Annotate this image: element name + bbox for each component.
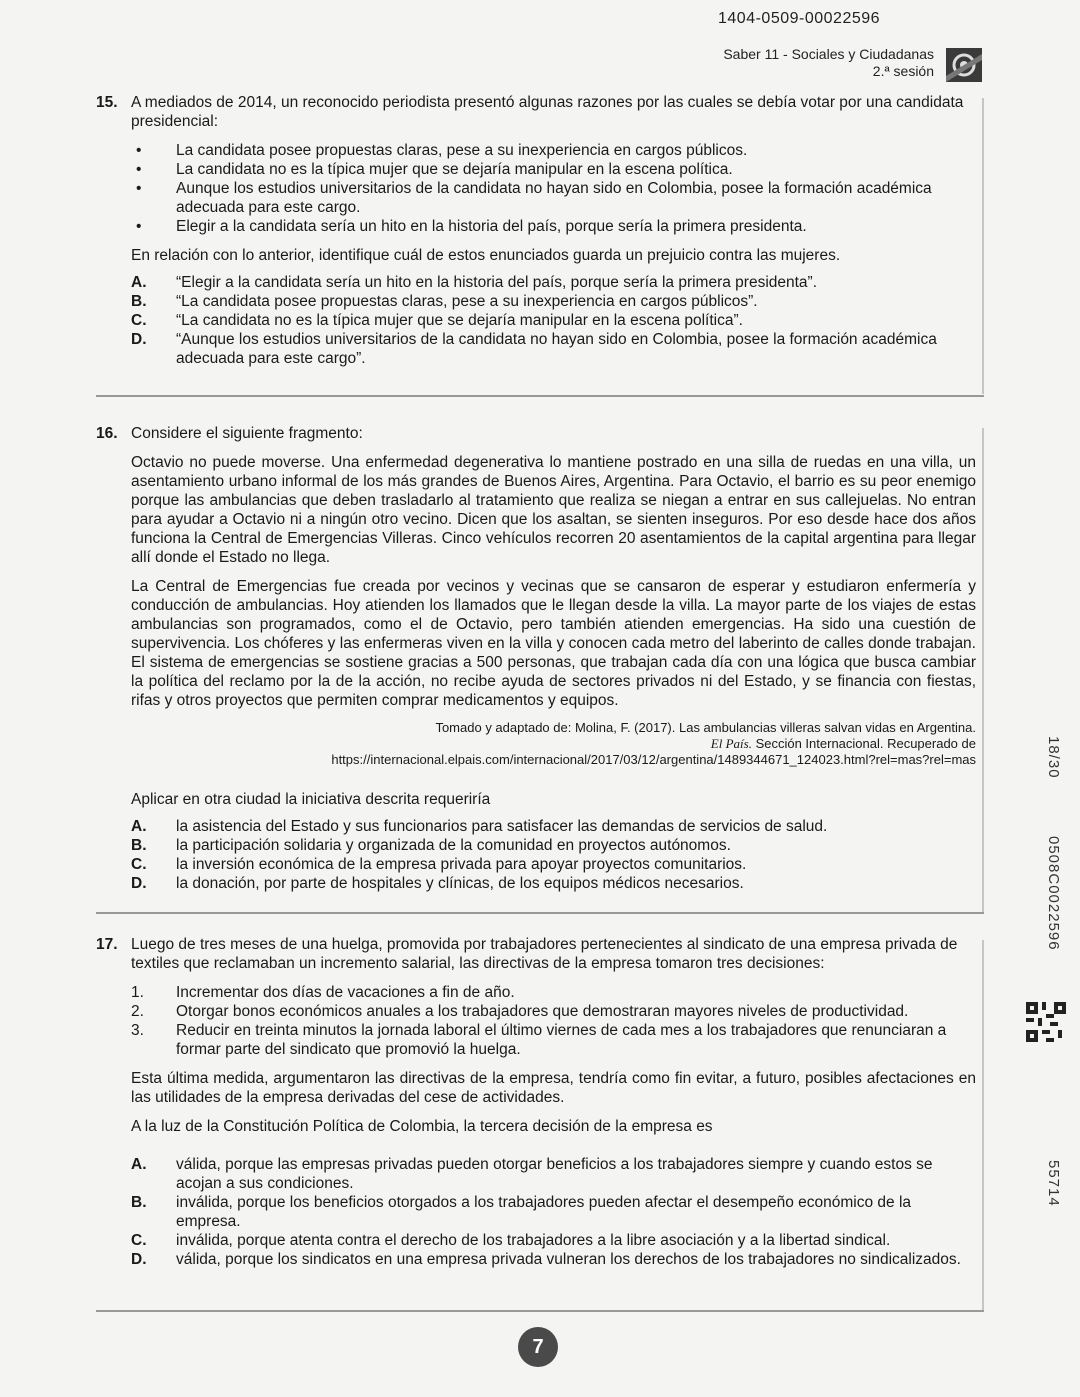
option-a[interactable]: A. la asistencia del Estado y sus funcionarios para satisfacer las demandas de servicios de salud. <box>131 818 828 835</box>
option-c[interactable]: C. inválida, porque atenta contra el derecho de los trabajadores a la libre asociación y a la libertad sindical. <box>131 1232 891 1249</box>
question-divider <box>96 1310 984 1312</box>
page-of-total: 18/30 <box>1045 736 1062 779</box>
option-d[interactable]: D. válida, porque los sindicatos en una empresa privada vulneran los derechos de los trabajadores no sindicalizados. <box>131 1251 961 1268</box>
answer-options <box>131 817 976 893</box>
context-paragraph: Esta última medida, argumentaron las directivas de la empresa, tendría como fin evitar, a futuro, posibles afectaciones en las utilidades de la empresa derivadas del cese de actividades. <box>131 1070 976 1106</box>
question-frame <box>982 428 984 912</box>
question-divider <box>96 912 984 914</box>
option-c[interactable]: C. “La candidata no es la típica mujer que se dejaría manipular en la escena política”. <box>131 312 743 329</box>
question-number: 16. <box>96 425 118 442</box>
list-item: 2. Otorgar bonos económicos anuales a los trabajadores que demostraran mayores niveles de productividad. <box>131 1003 909 1020</box>
answer-options <box>131 273 976 368</box>
option-b[interactable]: B. la participación solidaria y organizada de la comunidad en proyectos autónomos. <box>131 837 731 854</box>
source-citation: Tomado y adaptado de: Molina, F. (2017). Las ambulancias villeras salvan vidas en Argentina. El País. Sección Internacional. Recuperado de https://internacional.elpais.com/internacional/2017/03/12/argentina/1489344671_124023.html?rel=mas?rel=mas <box>131 720 976 768</box>
question-intro: A mediados de 2014, un reconocido periodista presentó algunas razones por las cuales se debía votar por una candidata presidencial: <box>131 94 964 130</box>
answer-options <box>131 1155 976 1269</box>
list-item: • La candidata posee propuestas claras, pese a su inexperiencia en cargos públicos. <box>131 141 976 160</box>
fragment-paragraph: Octavio no puede moverse. Una enfermedad degenerativa lo mantiene postrado en una silla de ruedas en una villa, un asentamiento urbano informal de los más grandes de Buenos Aires, Argentina. Para Octavio, el barrio es su peor enemigo porque las ambulancias que deben trasladarlo al tratamiento que realiza se niegan a entrar en sus callejuelas. No entran para ayudar a Octavio ni a ningún otro vecino. Dicen que los asaltan, se sienten inseguros. Por eso desde hace dos años funciona la Central de Emergencias Villeras. Cinco vehículos recorren 20 asentamientos de la capital argentina para llegar allí donde el Estado no llega. <box>131 454 976 566</box>
page-number-badge: 7 <box>518 1327 558 1367</box>
option-b[interactable]: B. “La candidata posee propuestas claras, pese a su inexperiencia en cargos públicos”. <box>131 293 758 310</box>
fragment-paragraph: La Central de Emergencias fue creada por vecinos y vecinas que se cansaron de esperar y estudiaron enfermería y conducción de ambulancias. Hoy atienden los llamados que le llegan desde la villa. La mayor parte de los viajes de estas ambulancias son programados, como el de Octavio, pero también atienden emergencias. Ha sido una cuestión de supervivencia. Los chóferes y las enfermeras viven en la villa y conocen cada metro del laberinto de calles donde trabajan. El sistema de emergencias se sostiene gracias a 500 personas, que trabajan cada día con una lógica que busca cambiar la política del reclamo por la de la acción, no recibe ayuda de sectores privados ni del Estado, y se financia con fiestas, rifas y otros proyectos que permiten comprar medicamentos y equipos. <box>131 578 976 709</box>
question-stem: A la luz de la Constitución Política de Colombia, la tercera decisión de la empresa es <box>131 1118 713 1135</box>
question-17 <box>96 935 976 1269</box>
question-number: 17. <box>96 936 118 953</box>
question-divider <box>96 395 984 397</box>
question-intro: Considere el siguiente fragmento: <box>131 425 363 442</box>
decisions-list <box>131 983 976 1059</box>
question-stem: Aplicar en otra ciudad la iniciativa descrita requeriría <box>131 791 491 808</box>
exam-subject: Saber 11 - Sociales y Ciudadanas <box>723 46 934 62</box>
question-number: 15. <box>96 94 118 111</box>
form-number: 55714 <box>1045 1160 1062 1207</box>
list-item: 1. Incrementar dos días de vacaciones a fin de año. <box>131 984 515 1001</box>
list-item: • Aunque los estudios universitarios de la candidata no hayan sido en Colombia, posee la formación académica adecuada para este cargo. <box>131 179 976 217</box>
qr-code-icon <box>1026 1002 1066 1042</box>
exam-session: 2.ª sesión <box>872 63 934 79</box>
booklet-code: 0508C0022596 <box>1045 836 1062 951</box>
icfes-logo-icon <box>944 46 984 84</box>
source-journal: El País. <box>710 736 752 751</box>
option-c[interactable]: C. la inversión económica de la empresa privada para apoyar proyectos comunitarios. <box>131 856 747 873</box>
question-frame <box>982 98 984 394</box>
list-item: 3. Reducir en treinta minutos la jornada laboral el último viernes de cada mes a los trabajadores que renunciaran a formar parte del sindicato que promovió la huelga. <box>131 1022 947 1058</box>
source-url: https://internacional.elpais.com/internacional/2017/03/12/argentina/1489344671_124023.html?rel=mas?rel=mas <box>331 752 976 767</box>
list-item: • Elegir a la candidata sería un hito en la historia del país, porque sería la primera presidenta. <box>131 217 976 236</box>
question-16 <box>96 424 976 893</box>
question-intro: Luego de tres meses de una huelga, promovida por trabajadores pertenecientes al sindicato de una empresa privada de textiles que reclamaban un incremento salarial, las directivas de la empresa tomaron tres decisiones: <box>131 936 958 972</box>
reasons-list <box>131 141 976 236</box>
question-frame <box>982 940 984 1310</box>
exam-header <box>723 46 934 80</box>
document-code: 1404-0509-00022596 <box>718 10 881 27</box>
option-d[interactable]: D. la donación, por parte de hospitales y clínicas, de los equipos médicos necesarios. <box>131 875 744 892</box>
list-item: • La candidata no es la típica mujer que se dejaría manipular en la escena política. <box>131 160 976 179</box>
option-b[interactable]: B. inválida, porque los beneficios otorgados a los trabajadores pueden afectar el desempeño económico de la empresa. <box>131 1194 912 1230</box>
option-a[interactable]: A. válida, porque las empresas privadas pueden otorgar beneficios a los trabajadores siempre y cuando estos se acojan a sus condiciones. <box>131 1156 933 1192</box>
question-15 <box>96 93 976 368</box>
question-stem: En relación con lo anterior, identifique cuál de estos enunciados guarda un prejuicio contra las mujeres. <box>131 247 841 264</box>
option-d[interactable]: D. “Aunque los estudios universitarios de la candidata no hayan sido en Colombia, posee la formación académica adecuada para este cargo”. <box>131 331 937 367</box>
option-a[interactable]: A. “Elegir a la candidata sería un hito en la historia del país, porque sería la primera presidenta”. <box>131 274 818 291</box>
